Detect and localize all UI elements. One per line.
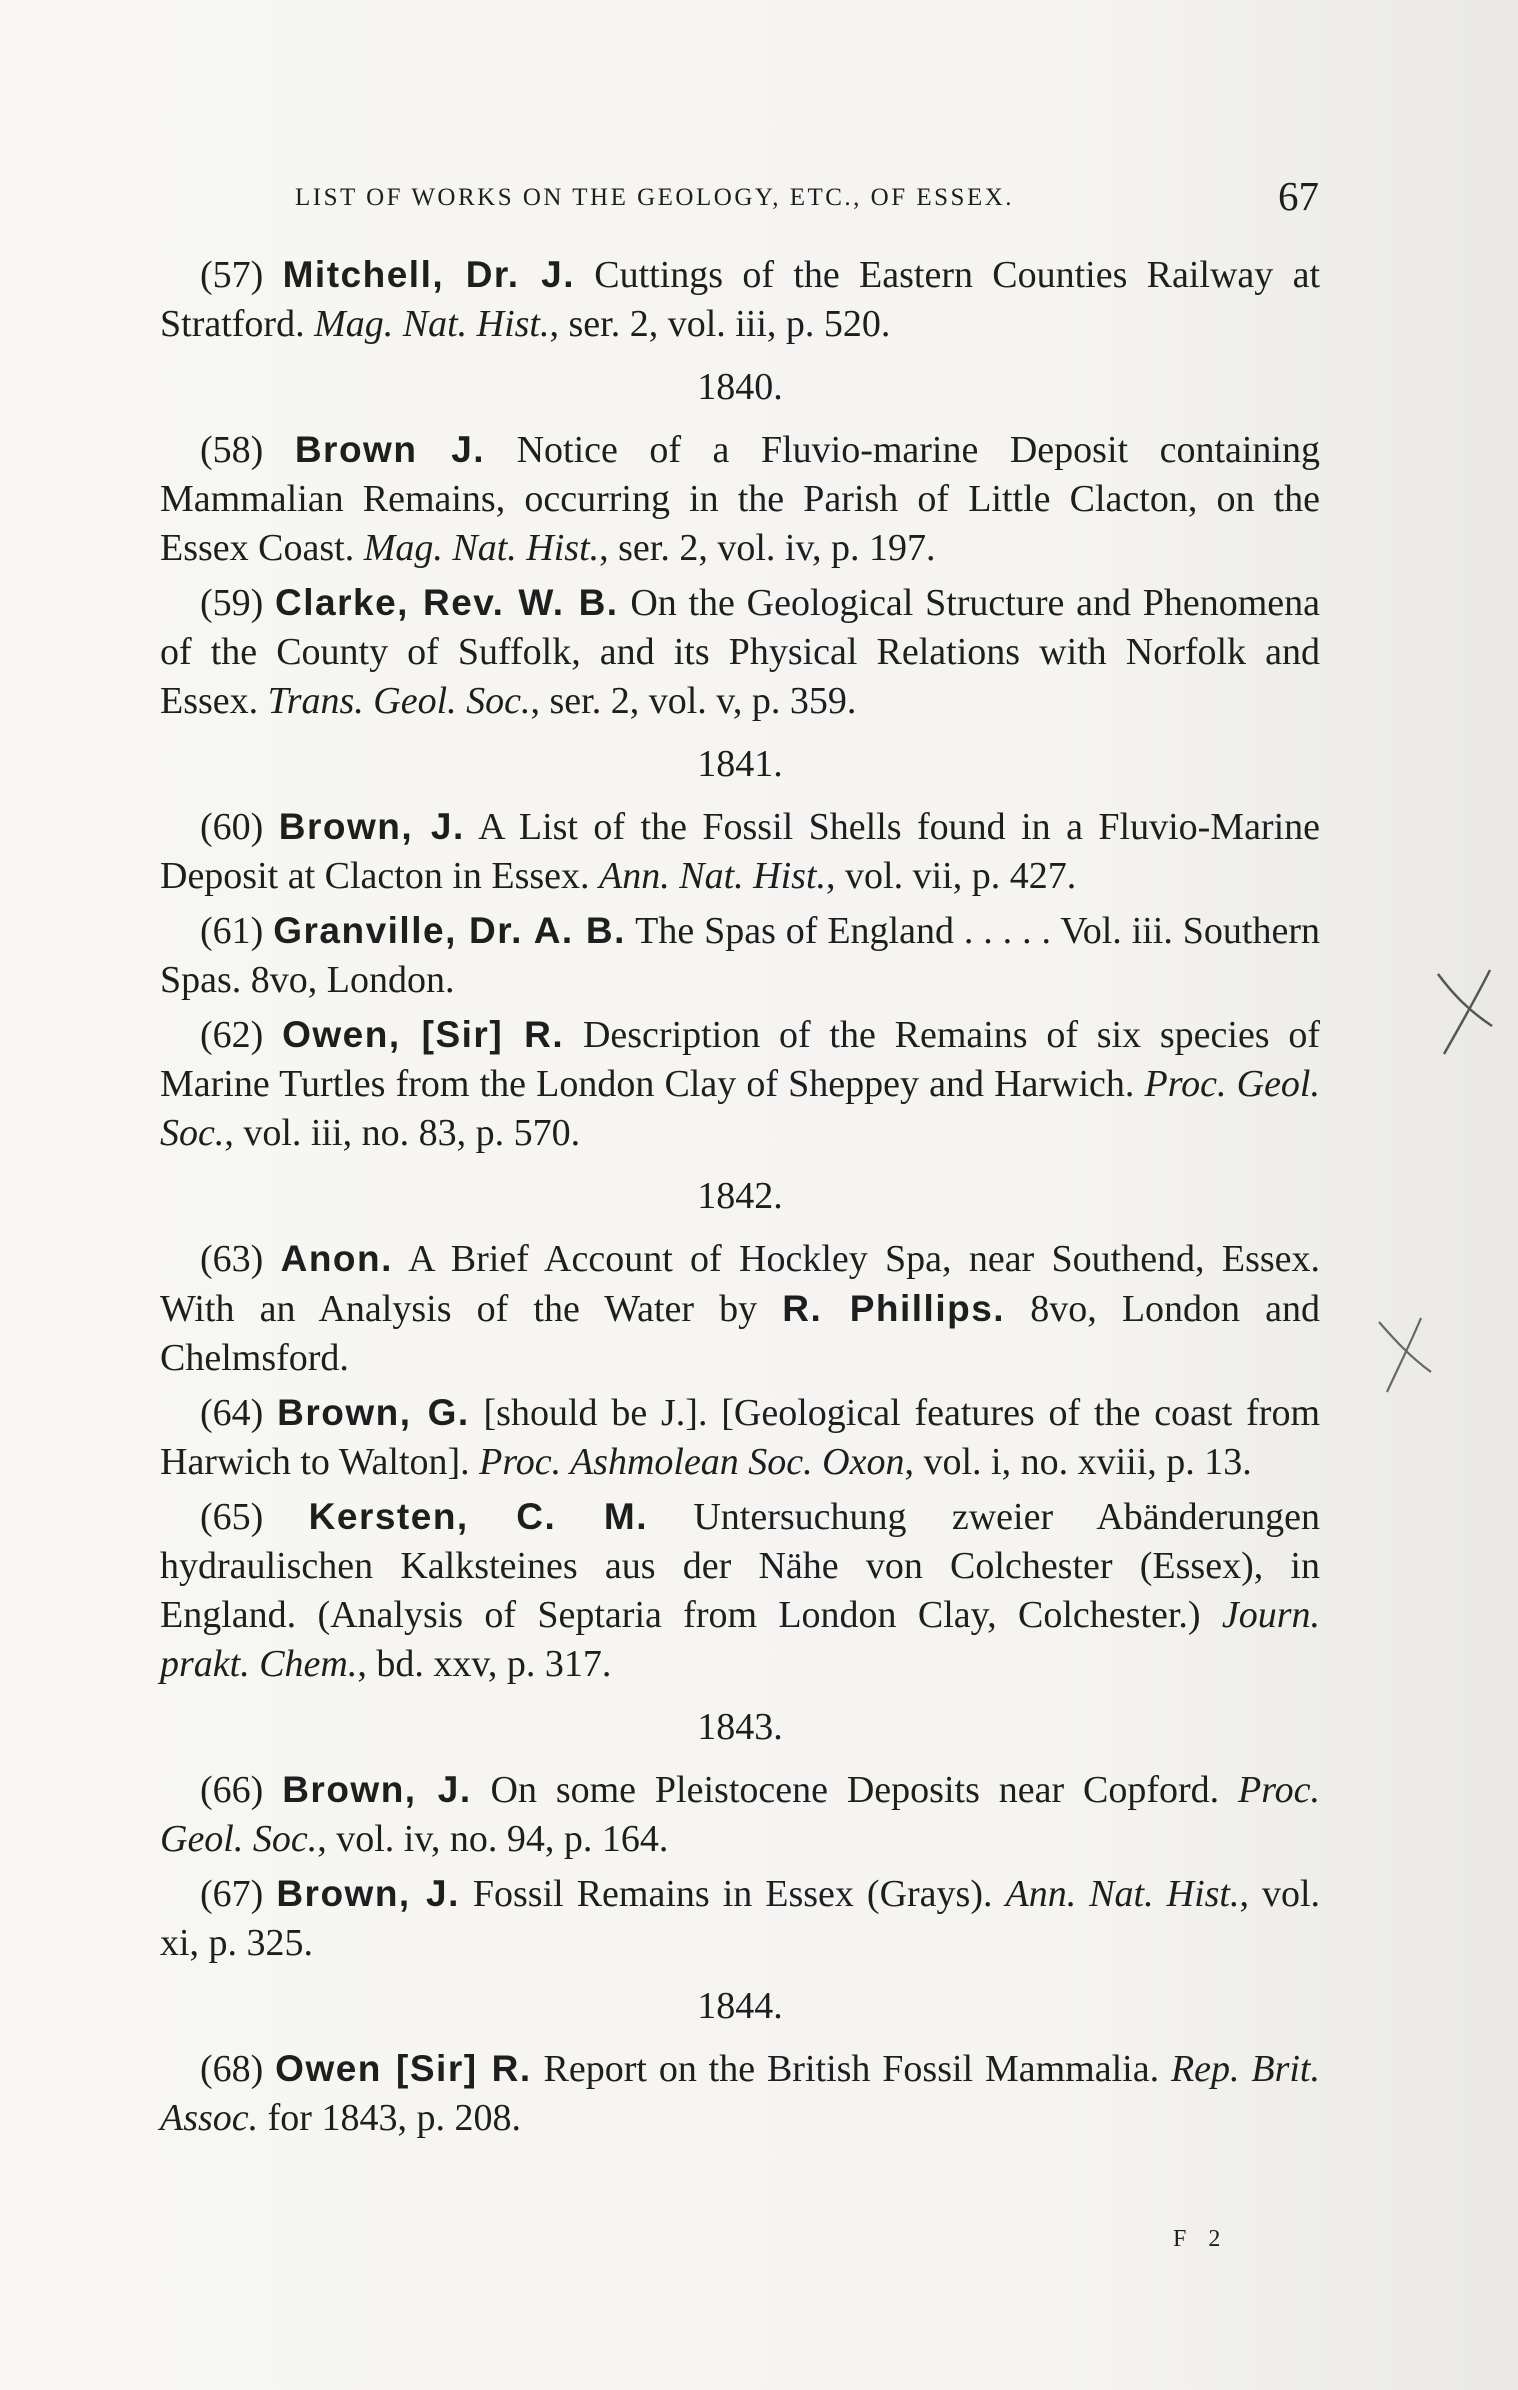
year-heading: 1842. [697, 1175, 783, 1217]
entry-journal: Ann. Nat. Hist. [599, 855, 827, 897]
entry-title-continued: 8vo, London and Chelmsford. [160, 1288, 1321, 1379]
year-heading: 1843. [697, 1706, 783, 1748]
entry-title: Description of the Remains of six species of Marine Turtles from the London Clay of Sheppey and Harwich. [160, 1014, 1321, 1105]
entry-reference: , ser. 2, vol. iv, p. 197. [599, 527, 936, 569]
list-item [160, 1869, 1320, 1968]
entry-analyst-name: R. Phillips. [782, 1288, 1006, 1329]
year-heading: 1841. [697, 743, 783, 785]
entry-reference: , vol. iv, no. 94, p. 164. [317, 1818, 669, 1860]
list-item [160, 1765, 1320, 1864]
entry-title: On some Pleistocene Deposits near Copford. [490, 1769, 1220, 1811]
entry-author: Owen [Sir] R. [275, 2048, 532, 2089]
entry-journal: Proc. Geol. Soc. [160, 1063, 1320, 1154]
entry-reference: for 1843, p. 208. [258, 2097, 521, 2139]
entry-title: Notice of a Fluvio-marine Deposit containing Mammalian Remains, occurring in the Parish of Little Clacton, on the Essex Coast. [160, 429, 1320, 569]
list-item [160, 578, 1320, 726]
list-item [160, 802, 1320, 901]
list-item [160, 1388, 1320, 1487]
printer-signature: F 2 [1173, 2226, 1229, 2252]
entry-reference: , vol. iii, no. 83, p. 570. [224, 1112, 581, 1154]
entry-number: (57) [200, 254, 264, 296]
entry-number: (58) [200, 429, 264, 471]
entry-author: Brown, G. [277, 1392, 470, 1433]
entry-journal: Rep. Brit. Assoc. [160, 2048, 1320, 2139]
entry-author: Brown, J. [278, 806, 465, 847]
running-head-title: LIST OF WORKS ON THE GEOLOGY, ETC., OF ESSEX. [295, 184, 1015, 211]
entry-journal: Mag. Nat. Hist. [314, 303, 550, 345]
entry-title: [should be J.]. [Geological features of the coast from Harwich to Walton]. [160, 1392, 1321, 1483]
entry-author: Clarke, Rev. W. B. [275, 582, 619, 623]
entry-number: (65) [200, 1496, 264, 1538]
entry-number: (63) [200, 1238, 264, 1280]
pencil-cross-mark-icon [1432, 968, 1502, 1058]
entry-author: Brown, J. [276, 1873, 460, 1914]
list-item [160, 1492, 1320, 1689]
entry-reference: , ser. 2, vol. v, p. 359. [530, 680, 857, 722]
entry-title: A List of the Fossil Shells found in a Fluvio-Marine Deposit at Clacton in Essex. [160, 806, 1321, 897]
entry-reference: , ser. 2, vol. iii, p. 520. [549, 303, 891, 345]
list-item [160, 425, 1320, 573]
running-head [160, 173, 1320, 228]
entry-number: (60) [200, 806, 264, 848]
entry-title: Report on the British Fossil Mammalia. [543, 2048, 1160, 2090]
page-number: 67 [1278, 173, 1319, 219]
year-heading: 1840. [697, 366, 783, 408]
entry-journal: Trans. Geol. Soc. [267, 680, 531, 722]
entry-author: Granville, Dr. A. B. [273, 910, 626, 951]
pencil-cross-mark-icon [1375, 1316, 1435, 1396]
entry-reference: , vol. xi, p. 325. [160, 1873, 1321, 1964]
list-item [160, 250, 1320, 349]
entry-reference: , bd. xxv, p. 317. [357, 1643, 612, 1685]
entry-title: The Spas of England . . . . . Vol. iii. Southern Spas. 8vo, London. [160, 910, 1320, 1001]
entry-title: Untersuchung zweier Abänderungen hydraulischen Kalksteines aus der Nähe von Colchester (Essex), in England. (Analysis of Septaria from London Clay, Colchester.) [160, 1496, 1321, 1636]
entry-reference: , vol. vii, p. 427. [826, 855, 1077, 897]
entry-journal: Proc. Ashmolean Soc. Oxon [479, 1441, 905, 1483]
entry-journal: Ann. Nat. Hist. [1005, 1873, 1240, 1915]
entry-journal: Proc. Geol. Soc. [160, 1769, 1321, 1860]
year-heading: 1844. [697, 1985, 783, 2027]
entry-reference: , vol. i, no. xviii, p. 13. [904, 1441, 1252, 1483]
entry-title: A Brief Account of Hockley Spa, near Southend, Essex. With an Analysis of the Water by [160, 1238, 1321, 1330]
entry-author: Mitchell, Dr. J. [282, 254, 575, 295]
entry-number: (67) [200, 1873, 264, 1915]
entry-author: Brown, J. [282, 1769, 472, 1810]
list-item [160, 906, 1320, 1005]
entry-author: Owen, [Sir] R. [282, 1014, 565, 1055]
entry-journal: Mag. Nat. Hist. [363, 527, 600, 569]
entry-title: Cuttings of the Eastern Counties Railway at Stratford. [160, 254, 1321, 345]
entry-title: Fossil Remains in Essex (Grays). [472, 1873, 993, 1915]
list-item [160, 1234, 1320, 1383]
entry-number: (66) [200, 1769, 264, 1811]
entry-number: (64) [200, 1392, 264, 1434]
entry-author: Kersten, C. M. [308, 1496, 649, 1537]
entry-author: Brown J. [294, 429, 486, 470]
entry-journal: Journ. prakt. Chem. [160, 1594, 1321, 1685]
entry-number: (61) [200, 910, 264, 952]
entry-author: Anon. [280, 1238, 393, 1279]
entry-number: (62) [200, 1014, 264, 1056]
bibliography-list [160, 250, 1320, 2148]
entry-title: On the Geological Structure and Phenomena of the County of Suffolk, and its Physical Relations with Norfolk and Essex. [160, 582, 1321, 722]
entry-number: (59) [200, 582, 264, 624]
entry-number: (68) [200, 2048, 264, 2090]
list-item [160, 2044, 1320, 2143]
list-item [160, 1010, 1320, 1158]
